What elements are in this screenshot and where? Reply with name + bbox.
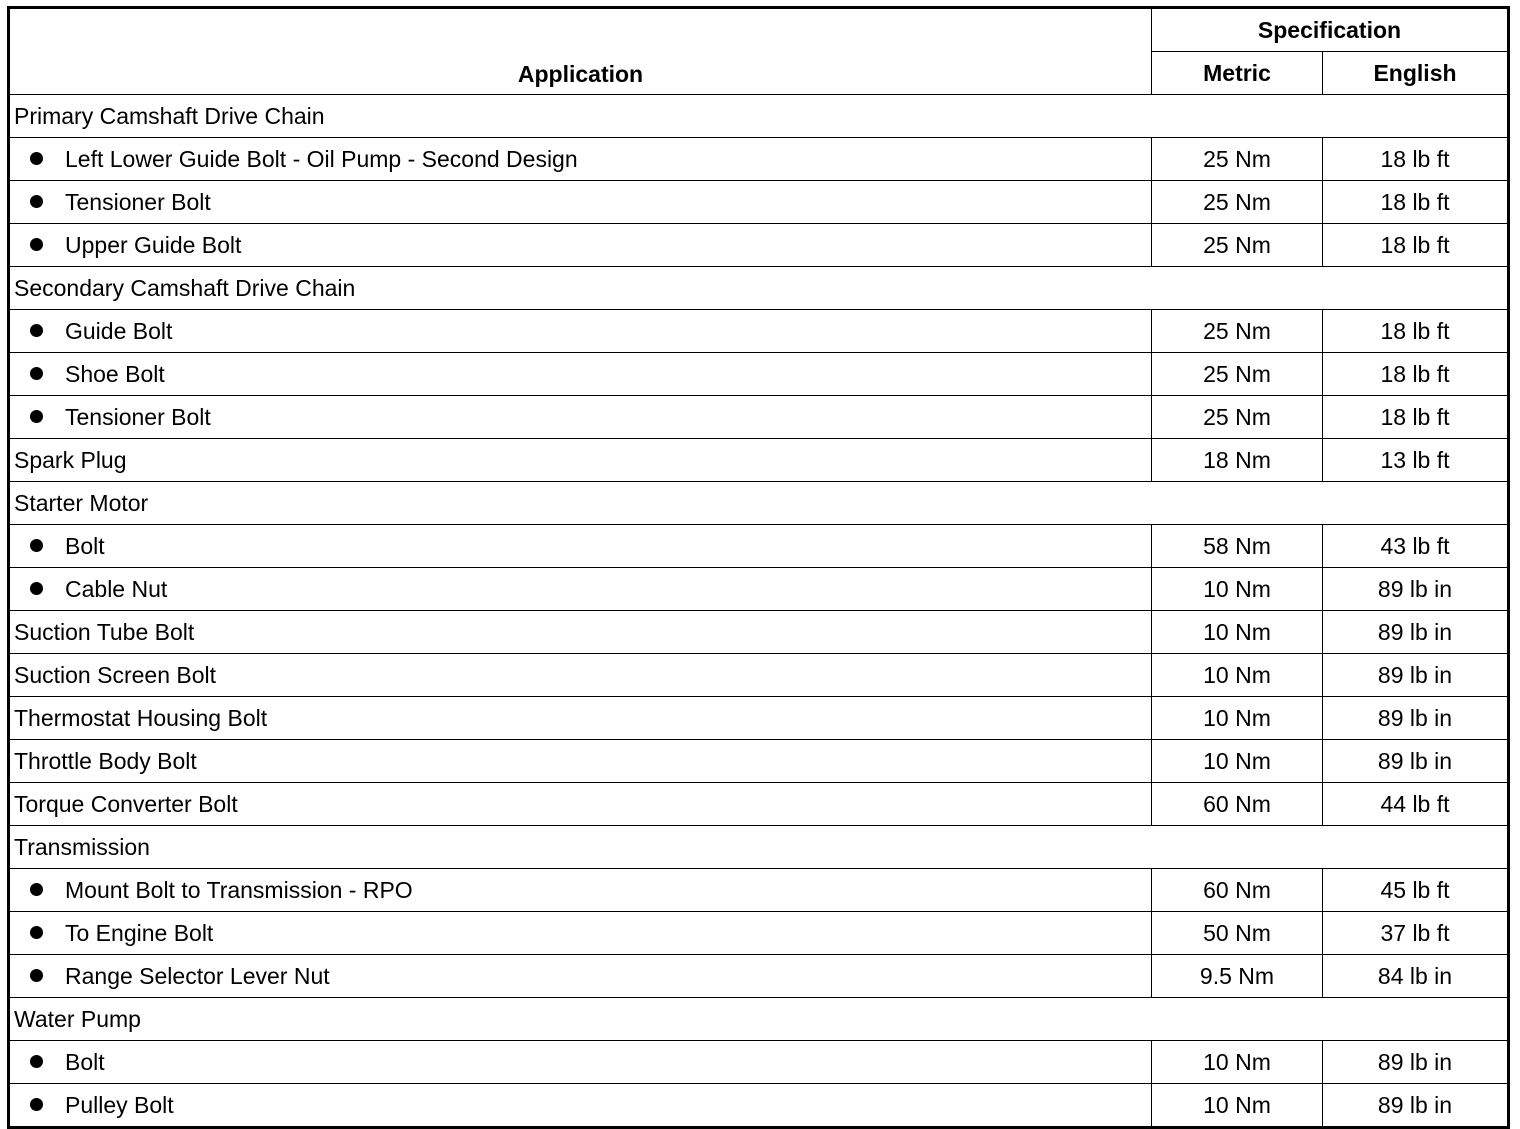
row-label: Pulley Bolt	[65, 1091, 174, 1118]
row-label: Torque Converter Bolt	[9, 783, 1152, 826]
english-value: 18 lb ft	[1323, 181, 1509, 224]
bullet-icon	[30, 367, 43, 380]
bullet-icon	[30, 324, 43, 337]
bullet-icon	[30, 969, 43, 982]
row-label: Shoe Bolt	[65, 360, 165, 387]
english-value: 18 lb ft	[1323, 396, 1509, 439]
metric-value: 9.5 Nm	[1152, 955, 1323, 998]
row-label: Suction Tube Bolt	[9, 611, 1152, 654]
table-row	[9, 740, 1509, 783]
table-row	[9, 912, 1509, 955]
metric-value: 25 Nm	[1152, 353, 1323, 396]
group-row	[9, 267, 1509, 310]
row-label: Left Lower Guide Bolt - Oil Pump - Second Design	[65, 145, 578, 172]
metric-value: 10 Nm	[1152, 740, 1323, 783]
table-row	[9, 654, 1509, 697]
metric-value: 10 Nm	[1152, 654, 1323, 697]
table-row	[9, 353, 1509, 396]
group-label: Primary Camshaft Drive Chain	[9, 95, 1509, 138]
row-label: Tensioner Bolt	[65, 403, 211, 430]
english-value: 45 lb ft	[1323, 869, 1509, 912]
bullet-icon	[30, 152, 43, 165]
bullet-icon	[30, 883, 43, 896]
table-row	[9, 611, 1509, 654]
row-label: Tensioner Bolt	[65, 188, 211, 215]
row-label: To Engine Bolt	[65, 919, 214, 946]
table-row	[9, 310, 1509, 353]
english-value: 84 lb in	[1323, 955, 1509, 998]
group-row	[9, 482, 1509, 525]
metric-value: 25 Nm	[1152, 310, 1323, 353]
row-label: Bolt	[65, 532, 105, 559]
table-row	[9, 869, 1509, 912]
english-value: 37 lb ft	[1323, 912, 1509, 955]
metric-value: 25 Nm	[1152, 138, 1323, 181]
english-value: 43 lb ft	[1323, 525, 1509, 568]
table-row	[9, 396, 1509, 439]
bullet-icon	[30, 1055, 43, 1068]
english-value: 13 lb ft	[1323, 439, 1509, 482]
table-row	[9, 439, 1509, 482]
table-row	[9, 224, 1509, 267]
row-label: Upper Guide Bolt	[65, 231, 242, 258]
english-value: 18 lb ft	[1323, 224, 1509, 267]
bullet-icon	[30, 539, 43, 552]
row-label: Cable Nut	[65, 575, 168, 602]
english-value: 89 lb in	[1323, 1041, 1509, 1084]
metric-value: 10 Nm	[1152, 611, 1323, 654]
group-label: Starter Motor	[9, 482, 1509, 525]
metric-value: 58 Nm	[1152, 525, 1323, 568]
row-label: Throttle Body Bolt	[9, 740, 1152, 783]
english-value: 44 lb ft	[1323, 783, 1509, 826]
group-label: Secondary Camshaft Drive Chain	[9, 267, 1509, 310]
group-row	[9, 826, 1509, 869]
metric-value: 10 Nm	[1152, 568, 1323, 611]
table-row	[9, 1041, 1509, 1084]
row-label: Mount Bolt to Transmission - RPO	[65, 876, 413, 903]
table-row	[9, 568, 1509, 611]
metric-value: 25 Nm	[1152, 396, 1323, 439]
group-row	[9, 95, 1509, 138]
english-value: 89 lb in	[1323, 611, 1509, 654]
english-value: 18 lb ft	[1323, 310, 1509, 353]
metric-value: 50 Nm	[1152, 912, 1323, 955]
bullet-icon	[30, 238, 43, 251]
row-label: Thermostat Housing Bolt	[9, 697, 1152, 740]
table-row	[9, 783, 1509, 826]
application-header: Application	[9, 8, 1152, 95]
metric-value: 18 Nm	[1152, 439, 1323, 482]
group-row	[9, 998, 1509, 1041]
bullet-icon	[30, 582, 43, 595]
group-label: Water Pump	[9, 998, 1509, 1041]
metric-value: 10 Nm	[1152, 697, 1323, 740]
bullet-icon	[30, 1098, 43, 1111]
english-value: 18 lb ft	[1323, 353, 1509, 396]
english-value: 18 lb ft	[1323, 138, 1509, 181]
metric-value: 60 Nm	[1152, 869, 1323, 912]
english-value: 89 lb in	[1323, 740, 1509, 783]
row-label: Spark Plug	[9, 439, 1152, 482]
english-header: English	[1323, 52, 1509, 95]
table-row	[9, 525, 1509, 568]
table-row	[9, 1084, 1509, 1128]
metric-value: 60 Nm	[1152, 783, 1323, 826]
english-value: 89 lb in	[1323, 697, 1509, 740]
group-label: Transmission	[9, 826, 1509, 869]
bullet-icon	[30, 410, 43, 423]
row-label: Guide Bolt	[65, 317, 173, 344]
metric-value: 10 Nm	[1152, 1041, 1323, 1084]
table-row	[9, 181, 1509, 224]
bullet-icon	[30, 195, 43, 208]
metric-value: 25 Nm	[1152, 224, 1323, 267]
english-value: 89 lb in	[1323, 1084, 1509, 1128]
torque-spec-table	[7, 6, 1510, 1129]
row-label: Range Selector Lever Nut	[65, 962, 330, 989]
table-row	[9, 138, 1509, 181]
metric-header: Metric	[1152, 52, 1323, 95]
english-value: 89 lb in	[1323, 654, 1509, 697]
english-value: 89 lb in	[1323, 568, 1509, 611]
specification-header: Specification	[1152, 8, 1509, 52]
row-label: Suction Screen Bolt	[9, 654, 1152, 697]
table-row	[9, 955, 1509, 998]
metric-value: 10 Nm	[1152, 1084, 1323, 1128]
row-label: Bolt	[65, 1048, 105, 1075]
table-row	[9, 697, 1509, 740]
metric-value: 25 Nm	[1152, 181, 1323, 224]
bullet-icon	[30, 926, 43, 939]
